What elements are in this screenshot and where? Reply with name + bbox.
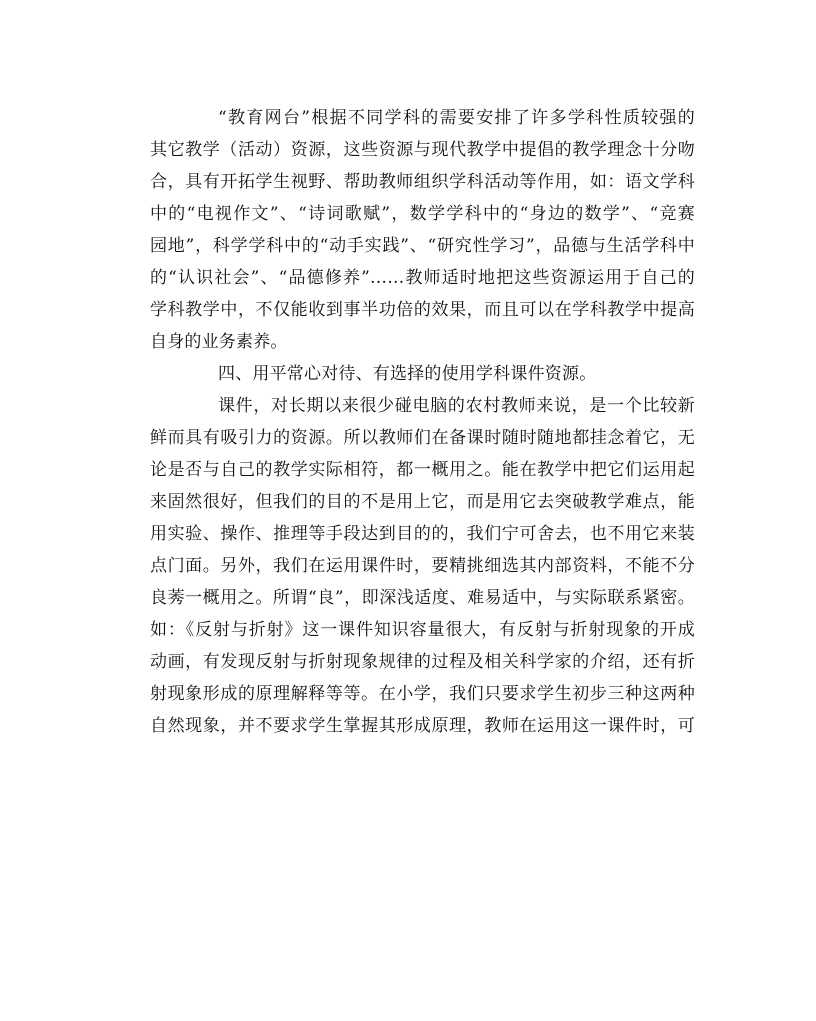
text-line: 鲜而具有吸引力的资源。所以教师们在备课时随时随地都挂念着它，无 <box>150 428 695 448</box>
document-body <box>150 102 695 742</box>
text-line: 学科教学中，不仅能收到事半功倍的效果，而且可以在学科教学中提高 <box>150 300 695 320</box>
text-line: 用实验、操作、推理等手段达到目的的，我们宁可舍去，也不用它来装 <box>150 524 695 544</box>
text-line: 其它教学（活动）资源，这些资源与现代教学中提倡的教学理念十分吻 <box>150 140 695 160</box>
text-line: 如：《反射与折射》这一课件知识容量很大，有反射与折射现象的开成 <box>150 620 695 640</box>
text-line: 来固然很好，但我们的目的不是用上它，而是用它去突破教学难点，能 <box>150 492 695 512</box>
text-line: 课件，对长期以来很少碰电脑的农村教师来说，是一个比较新 <box>218 396 695 416</box>
text-line: 良莠一概用之。所谓“良”，即深浅适度、难易适中，与实际联系紧密。 <box>150 588 695 608</box>
text-line: 园地”，科学学科中的“动手实践”、“研究性学习”，品德与生活学科中 <box>150 236 695 256</box>
text-line: “教育网台”根据不同学科的需要安排了许多学科性质较强的 <box>218 108 695 128</box>
text-line: 自身的业务素养。 <box>150 332 288 352</box>
text-line: 自然现象，并不要求学生掌握其形成原理，教师在运用这一课件时，可 <box>150 716 695 736</box>
text-line: 动画，有发现反射与折射现象规律的过程及相关科学家的介绍，还有折 <box>150 652 695 672</box>
section-heading: 四、用平常心对待、有选择的使用学科课件资源。 <box>218 364 597 384</box>
text-line: 合，具有开拓学生视野、帮助教师组织学科活动等作用，如：语文学科 <box>150 172 695 192</box>
paragraph-3 <box>150 390 695 742</box>
text-line: 点门面。另外，我们在运用课件时，要精挑细选其内部资料，不能不分 <box>150 556 695 576</box>
paragraph-2-heading <box>150 358 695 390</box>
text-line: 的“认识社会”、“品德修养”……教师适时地把这些资源运用于自己的 <box>150 268 695 288</box>
text-line: 射现象形成的原理解释等等。在小学，我们只要求学生初步三种这两种 <box>150 684 695 704</box>
text-line: 中的“电视作文”、“诗词歌赋”，数学学科中的“身边的数学”、“竞赛 <box>150 204 695 224</box>
text-line: 论是否与自己的教学实际相符，都一概用之。能在教学中把它们运用起 <box>150 460 695 480</box>
paragraph-1 <box>150 102 695 358</box>
